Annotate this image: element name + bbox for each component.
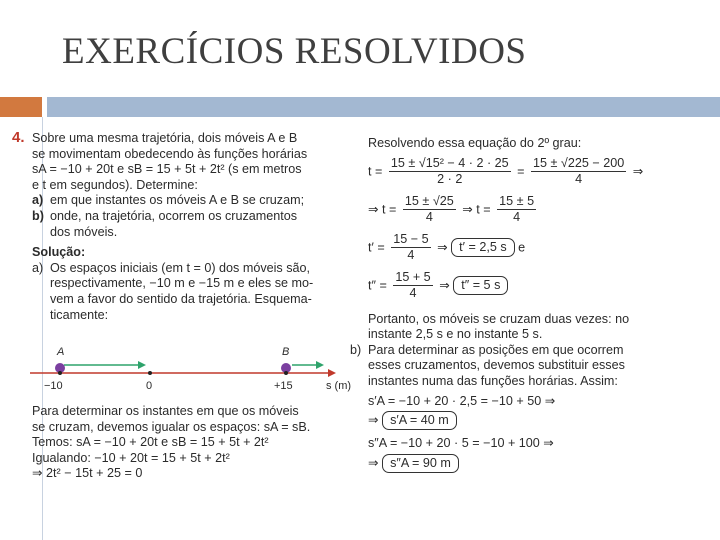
solution-a-line: a) Os espaços iniciais (em t = 0) dos móveis são,	[32, 260, 311, 275]
tick-label: 0	[146, 380, 153, 392]
accent-bar-orange	[0, 97, 42, 117]
statement-line: se movimentam obedecendo às funções horárias	[32, 146, 308, 161]
item-label: a)	[32, 193, 44, 208]
position-result-1: ⇒ s′A = 40 m	[368, 411, 713, 430]
fraction: $\frac{15 \pm √25}{4}$	[404, 193, 454, 225]
solution-a-line: respectivamente, −10 m e −15 m e eles se mo-	[50, 276, 314, 291]
left-column-bottom	[12, 404, 352, 482]
derivation-line: Temos: sA = −10 + 20t e sB = 15 + 5t + 2t²	[32, 435, 269, 450]
tick-mark	[58, 371, 62, 375]
item-a: a) em que instantes os móveis A e B se cruzam;	[32, 193, 305, 208]
derivation-line: Igualando: −10 + 20t = 15 + 5t + 2t²	[32, 450, 230, 465]
slide-title: EXERCÍCIOS RESOLVIDOS	[62, 31, 527, 72]
tick-label: +15	[274, 380, 293, 392]
position-calc-1: s′A = −10 + 20 · 2,5 = −10 + 50 ⇒	[368, 393, 556, 408]
label-b: B	[282, 346, 290, 358]
result-box-t2: t″ = 5 s	[453, 276, 508, 295]
problem-number: 4.	[12, 129, 25, 146]
statement-line: 4. Sobre uma mesma trajetória, dois móveis A e B	[12, 129, 298, 146]
arrow-b-head	[316, 361, 324, 369]
label-a: A	[57, 346, 65, 358]
equation-t2: t″ = $\frac{15 + 5}{4}$ ⇒ t″ = 5 s	[368, 270, 713, 304]
equation-bhaskara: t = $\frac{\text{15 ± √15² − 4 · 2 · 25}}{2 \cdot 2}$ = $\frac{15 \pm √225 - 200}{4}$ ⇒	[368, 155, 644, 187]
tick-label: −10	[44, 380, 63, 392]
equation-simplified: ⇒ t = $\frac{15 \pm √25}{4}$ ⇒ t = $\frac{15 \pm 5}{4}$	[368, 193, 535, 225]
position-result-2: ⇒ s″A = 90 m	[368, 454, 713, 473]
conclusion-line: Portanto, os móveis se cruzam duas vezes: no	[368, 311, 630, 326]
derivation-line: ⇒ 2t² − 15t + 25 = 0	[32, 466, 143, 481]
left-column	[12, 131, 352, 323]
axis-unit-label: s (m)	[326, 380, 352, 392]
derivation-line: se cruzam, devemos igualar os espaços: sA = sB.	[32, 419, 311, 434]
fraction: $\frac{15 + 5}{4}$	[395, 269, 431, 301]
result-box-s2: s″A = 90 m	[382, 454, 459, 473]
item-b-cont: dos móveis.	[50, 224, 118, 239]
arrow-a-head	[138, 361, 146, 369]
item-label: b)	[350, 342, 362, 357]
position-calc-2: s″A = −10 + 20 · 5 = −10 + 100 ⇒	[368, 436, 554, 451]
result-box-s1: s′A = 40 m	[382, 411, 457, 430]
statement-line: sA = −10 + 20t e sB = 15 + 5t + 2t² (s em metros	[32, 162, 302, 177]
trajectory-diagram	[30, 342, 360, 394]
tick-mark	[148, 371, 152, 375]
solution-a-line: ticamente:	[50, 307, 109, 322]
conclusion-line: instante 2,5 s e no instante 5 s.	[368, 327, 543, 342]
fraction: $\frac{15 \pm √225 - 200}{4}$	[533, 155, 625, 187]
derivation-line: Para determinar os instantes em que os móveis	[32, 404, 299, 418]
part-b-line: b) Para determinar as posições em que ocorrem	[350, 342, 624, 357]
item-b: b) onde, na trajetória, ocorrem os cruzamentos	[32, 208, 298, 223]
statement-line: e t em segundos). Determine:	[32, 177, 198, 192]
solution-a-line: vem a favor do sentido da trajetória. Esquema-	[50, 291, 312, 306]
accent-bar-blue	[47, 97, 720, 117]
right-intro: Resolvendo essa equação do 2º grau:	[368, 136, 582, 150]
item-label: b)	[32, 208, 44, 223]
fraction: $\frac{\text{15 ± √15² − 4 · 2 · 25}}{2 \cdot 2}$	[390, 155, 509, 187]
part-b-line: esses cruzamentos, devemos substituir esses	[368, 358, 625, 373]
right-column	[350, 136, 713, 473]
fraction: $\frac{15 \pm 5}{4}$	[499, 193, 535, 225]
item-label: a)	[32, 260, 44, 275]
fraction: $\frac{15 - 5}{4}$	[393, 231, 429, 263]
result-box-t1: t′ = 2,5 s	[451, 238, 515, 257]
part-b-line: instantes numa das funções horárias. Assim:	[368, 373, 618, 388]
tick-mark	[284, 371, 288, 375]
axis-arrowhead	[328, 369, 336, 377]
solution-heading: Solução:	[32, 245, 86, 260]
equation-t1: t′ = $\frac{15 - 5}{4}$ ⇒ t′ = 2,5 s e	[368, 231, 526, 263]
